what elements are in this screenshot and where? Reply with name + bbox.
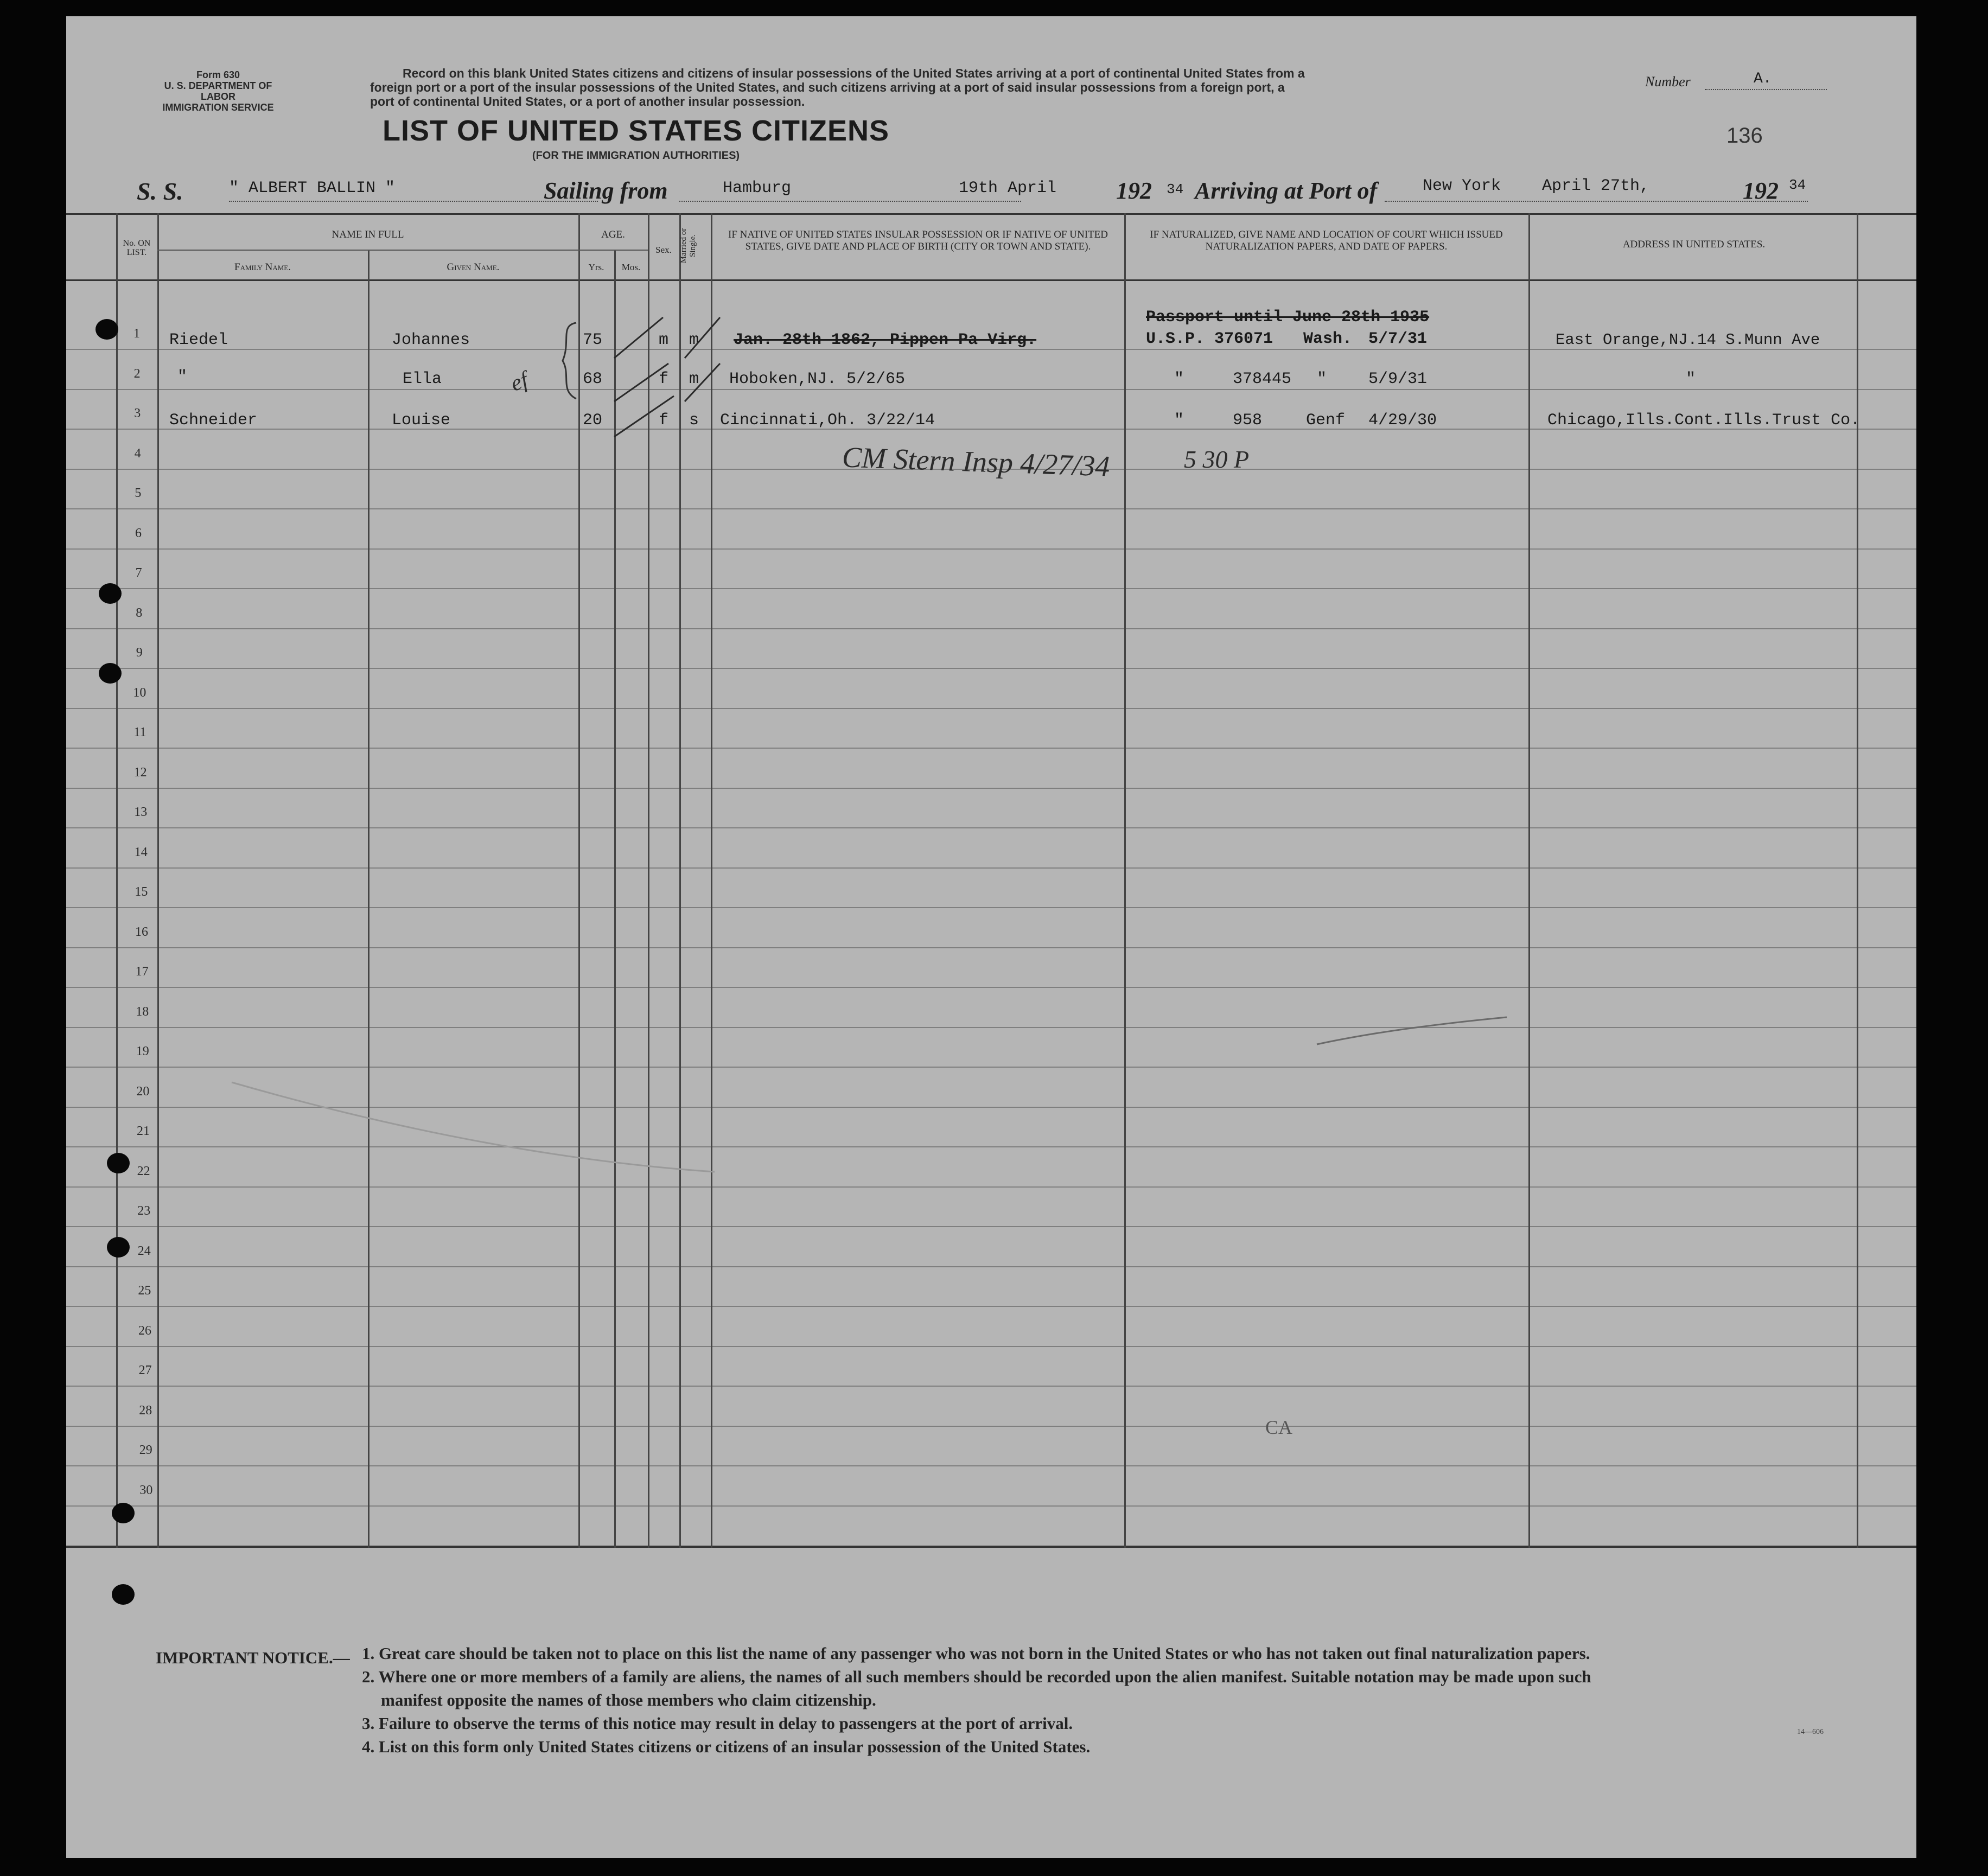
row-number: 24: [137, 1244, 151, 1258]
row-number: 12: [133, 765, 147, 780]
ruled-line: [66, 1027, 1916, 1028]
row-number: 14: [134, 845, 148, 859]
instruction-line: port of continental United States, or a port of another insular possession.: [370, 94, 805, 109]
entry-sex: f: [659, 370, 669, 388]
column-divider: [116, 213, 118, 1548]
notice-item: 1. Great care should be taken not to place on this list the name of any passenger who was not born in the United States or who has not taken out final naturalization papers.: [362, 1644, 1590, 1663]
ruled-line: [66, 1465, 1916, 1466]
row-number: 8: [136, 606, 143, 620]
row-number: 23: [137, 1204, 151, 1218]
column-divider: [1124, 213, 1126, 1548]
row-number: 4: [134, 446, 141, 461]
entry-naturalization-ditto: ": [1174, 370, 1184, 388]
form-info: [148, 69, 289, 113]
number-dotted-line: [1705, 89, 1827, 90]
row-number: 13: [134, 805, 148, 819]
ruled-line: [66, 628, 1916, 629]
entry-naturalization-place: Genf: [1306, 411, 1346, 430]
notice-item: manifest opposite the names of those members who claim citizenship.: [381, 1690, 876, 1709]
number-value: A.: [1754, 71, 1772, 87]
column-divider: [1528, 213, 1530, 1548]
entry-naturalization-place: Wash.: [1303, 330, 1353, 348]
entry-marital: m: [689, 370, 699, 388]
entry-sex: m: [659, 331, 669, 349]
ruled-line: [66, 827, 1916, 828]
header-given-name: Given Name.: [447, 261, 500, 273]
ruled-line: [66, 1386, 1916, 1387]
row-number: 29: [139, 1443, 152, 1457]
arriving-label: Arriving at Port of: [1195, 177, 1378, 204]
binding-hole: [99, 583, 122, 604]
form-number: Form 630: [196, 69, 240, 80]
ruled-line: [66, 947, 1916, 948]
row-number: 11: [133, 725, 146, 739]
ruled-line: [66, 1266, 1916, 1267]
binding-hole: [112, 1503, 135, 1523]
binding-hole: [99, 663, 122, 684]
ruled-line: [66, 748, 1916, 749]
header-sex: Sex.: [655, 245, 672, 255]
sailing-year-typed: 34: [1167, 181, 1184, 197]
binding-hole: [112, 1584, 135, 1605]
ruled-line: [66, 1226, 1916, 1227]
entry-marital: m: [689, 331, 699, 349]
row-number: 9: [136, 646, 143, 660]
header-family-name: Family Name.: [234, 261, 291, 273]
ruled-line: [66, 1067, 1916, 1068]
row-number: 1: [133, 327, 140, 341]
row-number: 20: [136, 1084, 150, 1099]
entry-address: ": [1686, 370, 1696, 388]
print-code: 14—606: [1797, 1728, 1824, 1736]
row-number: 16: [135, 925, 148, 939]
entry-age-years: 20: [583, 411, 603, 430]
row-number: 21: [137, 1124, 150, 1138]
faint-stroke: [229, 1080, 717, 1177]
row-number: 22: [137, 1164, 150, 1178]
row-number: 10: [133, 686, 146, 700]
binding-hole: [107, 1237, 130, 1258]
inspector-note: CM Stern Insp 4/27/34: [842, 441, 1111, 483]
notice-item: 3. Failure to observe the terms of this notice may result in delay to passengers at the port of arrival.: [362, 1714, 1073, 1733]
margin-mark: ef: [507, 367, 532, 397]
arriving-port: New York: [1423, 177, 1501, 195]
page-number: 136: [1726, 124, 1763, 148]
ruled-line: [66, 1426, 1916, 1427]
column-divider: [578, 213, 580, 1548]
arriving-year-typed: 34: [1789, 177, 1806, 193]
row-number: 7: [135, 566, 142, 580]
row-number: 17: [135, 965, 149, 979]
instruction-line: Record on this blank United States citizens and citizens of insular possessions of the United States arriving at a port of continental United States from a: [403, 66, 1305, 80]
sailing-year: 192: [1116, 177, 1152, 204]
notice-label: IMPORTANT NOTICE.—: [156, 1648, 350, 1667]
department-name: U. S. DEPARTMENT OF LABOR: [164, 80, 272, 102]
entry-naturalization-date: 5/9/31: [1368, 370, 1428, 388]
instruction-line: foreign port or a port of the insular possessions of the United States, and such citizens arriving at a port of said insular possessions from a foreign port, a: [370, 80, 1285, 94]
notice-item: 4. List on this form only United States citizens or citizens of an insular possession of the United States.: [362, 1737, 1091, 1756]
row-number: 15: [135, 885, 148, 899]
entry-given-name: Johannes: [392, 331, 470, 349]
entry-address: East Orange,NJ.14 S.Munn Ave: [1556, 331, 1820, 349]
manifest-sheet: [66, 16, 1916, 1858]
row-number: 28: [139, 1403, 152, 1418]
header-age-years: Yrs.: [588, 262, 604, 272]
service-name: IMMIGRATION SERVICE: [162, 102, 274, 113]
header-age-months: Mos.: [621, 262, 641, 272]
subheader-divider: [157, 250, 578, 251]
ruled-line: [66, 588, 1916, 589]
entry-given-name: Ella: [403, 370, 442, 388]
row-number: 19: [136, 1044, 149, 1058]
ship-name: " ALBERT BALLIN ": [229, 179, 396, 197]
header-age: AGE.: [601, 229, 625, 240]
entry-birth: Cincinnati,Oh. 3/22/14: [720, 411, 935, 430]
ruled-line: [66, 788, 1916, 789]
column-divider: [614, 250, 616, 1548]
ruled-line: [66, 548, 1916, 550]
sailing-from: Hamburg: [723, 179, 792, 197]
entry-naturalization: U.S.P. 376071: [1146, 330, 1273, 348]
ruled-line: [66, 1306, 1916, 1307]
ruled-line: [66, 1186, 1916, 1188]
column-divider: [368, 250, 369, 1548]
entry-family-name: Schneider: [169, 411, 258, 430]
header-married-single: Married or Single.: [679, 228, 697, 264]
entry-naturalization-date: 4/29/30: [1368, 411, 1437, 430]
ruled-line: [66, 1346, 1916, 1347]
sailing-label: Sailing from: [544, 177, 668, 204]
entry-age-years: 68: [583, 370, 603, 388]
page-title: LIST OF UNITED STATES CITIZENS: [383, 114, 889, 147]
ruled-line: [66, 987, 1916, 988]
row-number: 18: [136, 1005, 149, 1019]
header-address: ADDRESS IN UNITED STATES.: [1622, 239, 1766, 250]
row-number: 26: [138, 1324, 151, 1338]
notice-item: 2. Where one or more members of a family are aliens, the names of all such members should be recorded upon the alien manifest. Suitable notation may be made upon such: [362, 1667, 1591, 1686]
table-bottom-border: [66, 1546, 1916, 1548]
entry-family-name: Riedel: [169, 331, 228, 349]
row-number: 5: [135, 486, 142, 500]
arriving-date: April 27th,: [1542, 177, 1650, 195]
row-number: 6: [135, 526, 142, 540]
entry-naturalization-ditto: ": [1174, 411, 1184, 430]
row-number: 2: [133, 367, 141, 381]
entry-family-name: ": [177, 368, 188, 386]
ss-label: S. S.: [137, 177, 183, 205]
column-divider: [157, 213, 159, 1548]
ruled-line: [66, 668, 1916, 669]
sailing-dotted-line: [679, 201, 1021, 202]
ruled-line: [66, 1505, 1916, 1507]
header-name-in-full: NAME IN FULL: [332, 229, 404, 240]
entry-age-years: 75: [583, 331, 603, 349]
entry-birth-struck: Jan. 28th 1862, Pippen Pa Virg.: [734, 331, 1037, 349]
ruled-line: [66, 508, 1916, 509]
row-number: 3: [134, 406, 141, 420]
binding-hole: [95, 319, 118, 340]
entry-marital: s: [689, 411, 699, 430]
ruled-line: [66, 907, 1916, 908]
brace-mark: [555, 320, 587, 401]
entry-naturalization-date: 5/7/31: [1368, 330, 1428, 348]
entry-naturalization-struck: Passport until June 28th 1935: [1146, 308, 1430, 327]
ruled-line: [66, 708, 1916, 709]
ditto-strokes: [609, 315, 750, 439]
table-header-bottom-border: [66, 279, 1916, 281]
header-no-on-list: No. ON LIST.: [123, 239, 151, 257]
pencil-stroke: [1314, 1014, 1509, 1047]
entry-birth: Hoboken,NJ. 5/2/65: [729, 370, 906, 388]
form-instructions: [370, 66, 1305, 109]
entry-naturalization-number: 958: [1233, 411, 1263, 430]
entry-address: Chicago,Ills.Cont.Ills.Trust Co.: [1547, 411, 1860, 430]
arriving-year: 192: [1743, 177, 1779, 204]
page-subtitle: (FOR THE IMMIGRATION AUTHORITIES): [532, 150, 740, 162]
header-birth: IF NATIVE OF UNITED STATES INSULAR POSSESSION OR IF NATIVE OF UNITED STATES, GIVE DATE AND PLACE OF BIRTH (CITY OR TOWN AND STATE).: [728, 229, 1108, 252]
sailing-date: 19th April: [959, 179, 1057, 197]
entry-naturalization-place: ": [1317, 370, 1327, 388]
binding-hole: [107, 1153, 130, 1173]
handwritten-reference: 5 30 P: [1184, 445, 1250, 473]
bottom-mark: CA: [1265, 1416, 1293, 1438]
row-number: 27: [138, 1363, 152, 1377]
row-number: 25: [138, 1284, 151, 1298]
table-top-border: [66, 213, 1916, 215]
ship-dotted-line: [229, 201, 598, 202]
ruled-line: [66, 389, 1916, 390]
entry-naturalization-number: 378445: [1233, 370, 1292, 388]
row-number: 30: [139, 1483, 153, 1497]
ruled-line: [66, 867, 1916, 869]
subheader-divider: [578, 250, 648, 251]
header-naturalized: IF NATURALIZED, GIVE NAME AND LOCATION OF COURT WHICH ISSUED NATURALIZATION PAPERS, AND DATE OF PAPERS.: [1150, 229, 1503, 252]
entry-given-name: Louise: [392, 411, 451, 430]
entry-sex: f: [659, 411, 669, 430]
number-label: Number: [1645, 74, 1691, 90]
